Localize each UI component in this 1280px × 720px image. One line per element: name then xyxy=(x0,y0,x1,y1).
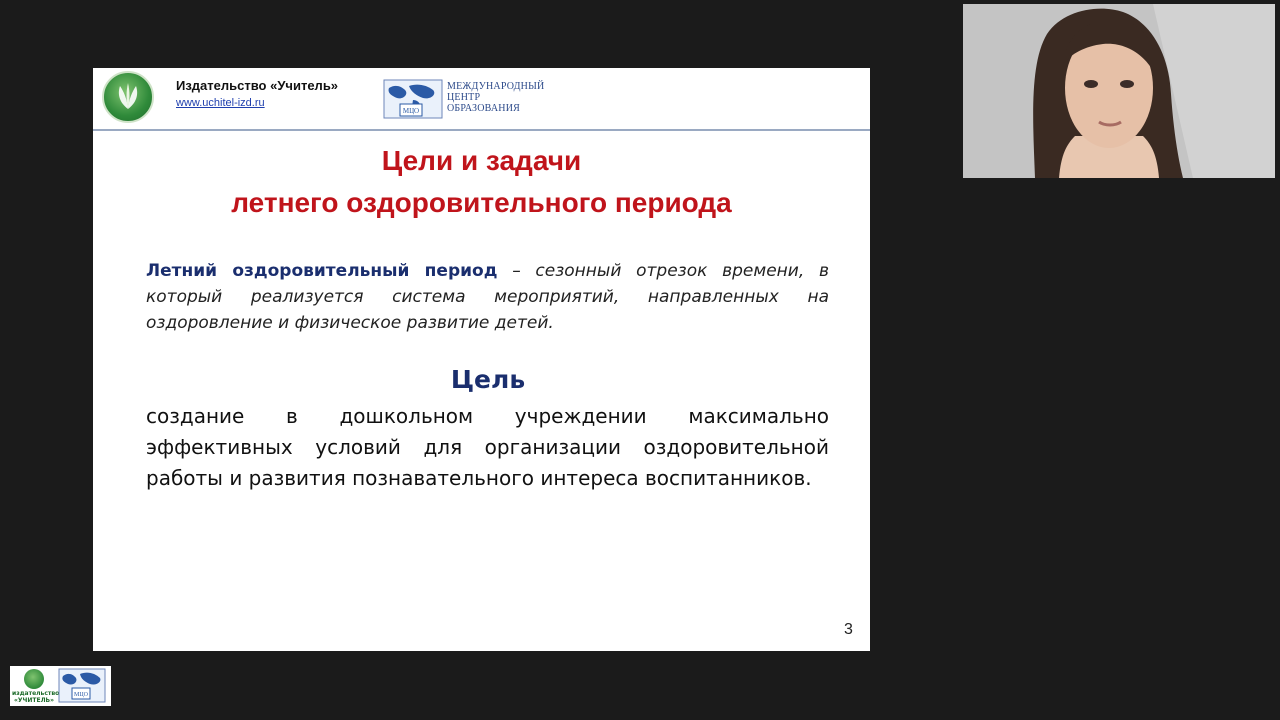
corner-logo-line2: «УЧИТЕЛЬ» xyxy=(14,697,54,704)
presentation-slide xyxy=(93,68,870,651)
corner-logo-line1: издательство xyxy=(12,690,60,697)
publisher-name: Издательство «Учитель» xyxy=(176,78,339,93)
center-name xyxy=(447,81,544,114)
definition-text: – сезонный отрезок времени, в который реализуется система мероприятий, направленных на оздоровление и физическое развитие детей. xyxy=(146,261,829,333)
center-name-line: ОБРАЗОВАНИЯ xyxy=(447,103,521,114)
slide-title xyxy=(93,140,870,224)
corner-logo xyxy=(10,666,111,706)
header-divider xyxy=(93,129,870,131)
publisher-logo-icon xyxy=(102,71,154,123)
corner-logo-text xyxy=(12,690,60,704)
globe-mini-icon xyxy=(58,668,108,704)
goal-text: создание в дошкольном учреждении максимально эффективных условий для организации оздоровительной работы и развития познавательного интереса воспитанников. xyxy=(146,404,829,490)
slide-title-line1: Цели и задачи xyxy=(381,145,582,176)
publisher-url-link[interactable]: www.uchitel-izd.ru xyxy=(176,97,265,109)
slide-title-line2: летнего оздоровительного периода xyxy=(231,187,732,218)
page-number: 3 xyxy=(844,621,853,638)
webcam-video xyxy=(963,4,1275,178)
center-name-line: ЦЕНТР xyxy=(447,92,481,103)
definition-term: Летний оздоровительный период xyxy=(146,261,498,281)
slide-header xyxy=(93,68,870,130)
definition-paragraph xyxy=(146,258,829,336)
center-name-line: МЕЖДУНАРОДНЫЙ xyxy=(447,81,545,92)
globe-map-icon xyxy=(383,78,445,122)
goal-heading: Цель xyxy=(450,365,526,394)
publisher-mini-logo-icon xyxy=(24,669,44,689)
corner-center-label: МЦО xyxy=(74,692,88,698)
center-logo-label: МЦО xyxy=(402,107,420,115)
